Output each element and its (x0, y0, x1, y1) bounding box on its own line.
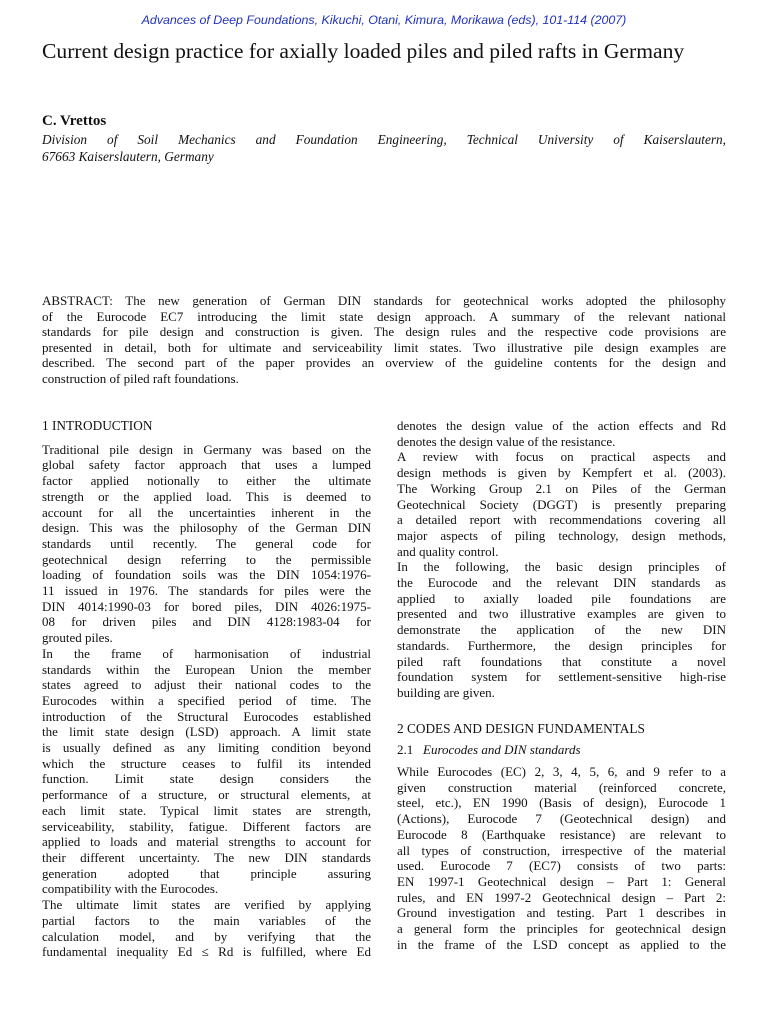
text-line: major aspects of piling technology, design methods, (397, 527, 726, 543)
text-line: compatibility with the Eurocodes. (42, 881, 219, 897)
text-line: 11 issued in 1976. The standards for piles were the (42, 583, 371, 599)
text-line: building are given. (397, 684, 495, 700)
abstract-line: of the Eurocode EC7 introducing the limit state design approach. A summary of the relevant national (42, 308, 726, 324)
text-line: the limit state design (LSD) approach. A limit state (42, 724, 371, 740)
text-line: demonstrate the application of the new DIN (397, 622, 726, 638)
abstract-line: construction of piled raft foundations. (42, 370, 239, 386)
text-line: denotes the design value of the resistance. (397, 433, 616, 449)
text-line: global safety factor approach that uses a lumped (42, 457, 371, 473)
text-line: a detailed report with recommendations covering all (397, 512, 726, 528)
text-line: function. Limit state design considers the (42, 771, 371, 787)
text-line: DIN 4014:1990-03 for bored piles, DIN 4026:1975- (42, 598, 371, 614)
subsection-title: Eurocodes and DIN standards (423, 742, 581, 758)
text-line: piled raft foundations that constitute a novel (397, 653, 726, 669)
text-line: foundation system for settlement-sensitive high-rise (397, 669, 726, 685)
text-line: rules, and EN 1997-2 Geotechnical design – Part 2: (397, 889, 726, 905)
text-line: fundamental inequality Ed ≤ Rd is fulfilled, where Ed (42, 944, 371, 960)
text-line: grouted piles. (42, 630, 113, 646)
paragraph (397, 418, 726, 449)
text-line: applied to loads and material strengths to account for (42, 834, 371, 850)
text-line: While Eurocodes (EC) 2, 3, 4, 5, 6, and 9 refer to a (397, 764, 726, 780)
text-line: standards until recently. The general code for (42, 535, 371, 551)
text-line: is usually defined as any limiting condition beyond (42, 740, 371, 756)
abstract-line: described. The second part of the paper provides an overview of the guideline contents for the design and (42, 355, 726, 371)
text-line: 08 for driven piles and DIN 4128:1983-04 for (42, 614, 371, 630)
text-line: each limit state. Typical limit states are strength, (42, 802, 371, 818)
section-1-heading: 1 INTRODUCTION (42, 418, 153, 433)
text-line: which the structure ceases to fulfil its intended (42, 755, 371, 771)
paragraph (397, 764, 726, 952)
text-line: factor applied notionally to either the ultimate (42, 473, 371, 489)
text-line: standards. Furthermore, the design principles for (397, 637, 726, 653)
text-line: geotechnical design referring to the permissible (42, 551, 371, 567)
text-line: Eurocodes within a specified period of time. The (42, 692, 371, 708)
text-line: Ground investigation and testing. Part 1 describes in (397, 905, 726, 921)
paper-title: Current design practice for axially loaded piles and piled rafts in Germany (42, 39, 685, 63)
subsection-number: 2.1 (397, 742, 414, 758)
paragraph (42, 442, 371, 646)
text-line: the Eurocode and the relevant DIN standards as (397, 575, 726, 591)
text-line: In the frame of harmonisation of industrial (42, 645, 371, 661)
abstract-line: standards for pile design and construction is given. The design rules and the respective code provisions are (42, 324, 726, 340)
text-line: EN 1997-1 Geotechnical design – Part 1: General (397, 873, 726, 889)
text-line: in the frame of the LSD concept as applied to the (397, 936, 726, 952)
text-line: calculation model, and by verifying that the (42, 928, 371, 944)
text-line: Traditional pile design in Germany was based on the (42, 441, 371, 457)
text-line: serviceability, stability, fatigue. Different factors are (42, 818, 371, 834)
text-line: Geotechnical Society (DGGT) is presently preparing (397, 496, 726, 512)
text-line: The Working Group 2.1 on Piles of the German (397, 480, 726, 496)
left-column (42, 418, 371, 960)
affiliation-line: 67663 Kaiserslautern, Germany (42, 148, 214, 164)
text-line: introduction of the Structural Eurocodes established (42, 708, 371, 724)
affiliation-line: Division of Soil Mechanics and Foundation Engineering, Technical University of Kaiserslautern, (42, 132, 726, 147)
text-line: applied to axially loaded pile foundations are (397, 590, 726, 606)
text-line: performance of a structure, or structural elements, at (42, 787, 371, 803)
text-line: states agreed to adjust their national codes to the (42, 677, 371, 693)
subsection-2-1-heading (397, 742, 726, 758)
text-line: account for all the uncertainties inherent in the (42, 504, 371, 520)
text-line: design methods is given by Kempfert et al. (2003). (397, 465, 726, 481)
paragraph (397, 449, 726, 559)
abstract-line: presented in detail, both for ultimate and serviceability limit states. Two illustrative pile design examples are (42, 339, 726, 355)
author-affiliation (42, 132, 726, 165)
text-line: steel, etc.), EN 1990 (Basis of design), Eurocode 1 (397, 795, 726, 811)
right-column (397, 418, 726, 953)
paragraph (42, 646, 371, 897)
text-line: and quality control. (397, 543, 499, 559)
text-line: The ultimate limit states are verified by applying (42, 897, 371, 913)
text-line: used. Eurocode 7 (EC7) consists of two parts: (397, 858, 726, 874)
text-line: loading of foundation soils was the DIN 1054:1976- (42, 567, 371, 583)
text-line: their different uncertainty. The new DIN standards (42, 849, 371, 865)
text-line: presented and two illustrative examples are given to (397, 606, 726, 622)
text-line: denotes the design value of the action effects and Rd (397, 418, 726, 433)
text-line: design. This was the philosophy of the German DIN (42, 520, 371, 536)
text-line: A review with focus on practical aspects and (397, 449, 726, 465)
abstract-line: ABSTRACT: The new generation of German DIN standards for geotechnical works adopted the philosophy (42, 293, 726, 308)
text-line: Eurocode 8 (Earthquake resistance) are relevant to (397, 826, 726, 842)
running-header: Advances of Deep Foundations, Kikuchi, Otani, Kimura, Morikawa (eds), 101-114 (2007) (141, 13, 627, 27)
text-line: (Actions), Eurocode 7 (Geotechnical design) and (397, 811, 726, 827)
text-line: a general form the principles for geotechnical design (397, 921, 726, 937)
abstract (42, 293, 726, 387)
author-name: C. Vrettos (42, 113, 107, 129)
text-line: In the following, the basic design principles of (397, 559, 726, 575)
text-line: strength or the applied load. This is deemed to (42, 488, 371, 504)
text-line: generation adopted that principle assuring (42, 865, 371, 881)
paragraph (42, 897, 371, 960)
paragraph (397, 559, 726, 700)
text-line: all types of construction, irrespective of the material (397, 842, 726, 858)
text-line: given construction material (reinforced concrete, (397, 779, 726, 795)
text-line: standards within the European Union the member (42, 661, 371, 677)
section-2-heading: 2 CODES AND DESIGN FUNDAMENTALS (397, 720, 645, 736)
text-line: partial factors to the main variables of the (42, 912, 371, 928)
